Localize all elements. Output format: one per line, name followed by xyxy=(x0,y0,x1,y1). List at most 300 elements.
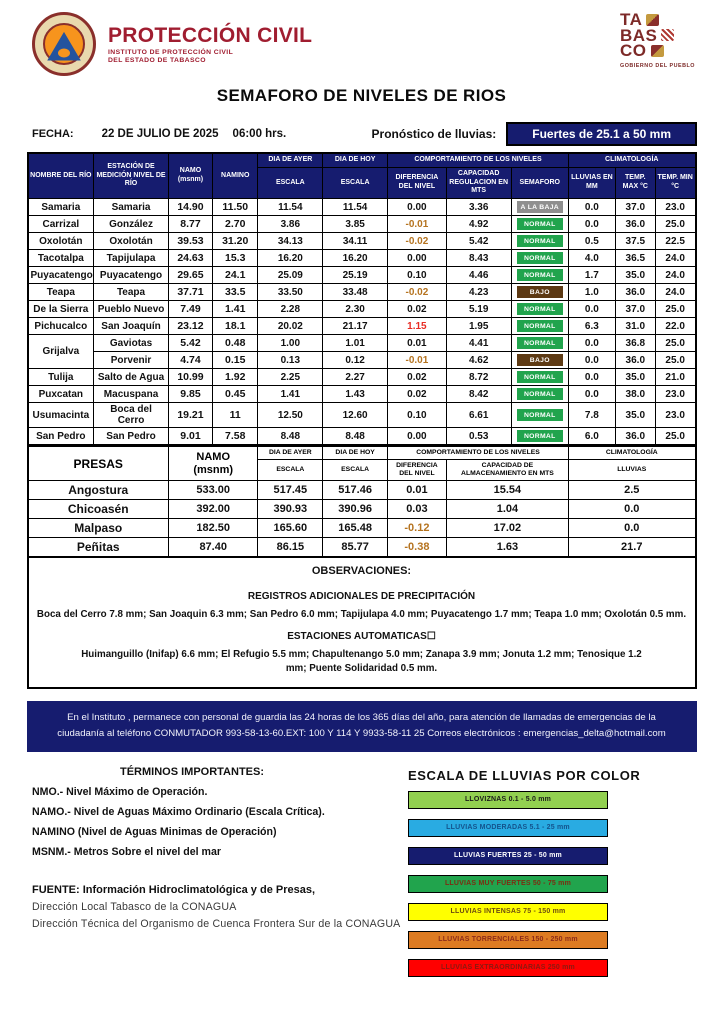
cell-capacidad: 6.61 xyxy=(446,403,511,428)
cell-river-name: San Pedro xyxy=(28,428,94,446)
col-header-semaforo: SEMAFORO xyxy=(511,167,568,198)
cell-station: San Pedro xyxy=(94,428,169,446)
col-header-diferencia: DIFERENCIA DEL NIVEL xyxy=(388,167,447,198)
cell-semaforo xyxy=(511,284,568,301)
river-row xyxy=(28,369,696,386)
cell-escala-hoy: 165.48 xyxy=(323,519,388,538)
col-header-presas-lluvias: LLUVIAS xyxy=(569,460,696,481)
tabasco-letters: TA xyxy=(620,10,643,29)
cell-semaforo xyxy=(511,386,568,403)
cell-namo: 7.49 xyxy=(168,301,212,318)
semaforo-status-badge: NORMAL xyxy=(517,320,563,332)
cell-escala-hoy: 21.17 xyxy=(323,318,388,335)
col-header-presas-hoy: DIA DE HOY xyxy=(323,447,388,460)
cell-semaforo xyxy=(511,216,568,233)
river-row xyxy=(28,284,696,301)
cell-diferencia: 0.00 xyxy=(388,199,447,216)
semaforo-status-badge: NORMAL xyxy=(517,218,563,230)
terms-title: TÉRMINOS IMPORTANTES: xyxy=(119,765,264,778)
term-item: NAMINO (Nivel de Aguas Minimas de Operación) xyxy=(32,825,277,838)
semaforo-status-badge: NORMAL xyxy=(517,409,563,421)
col-header-presas-climatologia: CLIMATOLOGÍA xyxy=(569,447,696,460)
cell-temp-min: 25.0 xyxy=(655,352,695,369)
cell-escala-hoy: 390.96 xyxy=(323,500,388,519)
col-header-capacidad: CAPACIDAD REGULACION EN MTS xyxy=(446,167,511,198)
cell-capacidad: 1.95 xyxy=(446,318,511,335)
rivers-header-row-1 xyxy=(28,153,696,167)
cell-diferencia: -0.12 xyxy=(388,519,447,538)
semaforo-status-badge: NORMAL xyxy=(517,235,563,247)
cell-river-name: Puyacatengo xyxy=(28,267,94,284)
cell-temp-min: 25.0 xyxy=(655,301,695,318)
cell-escala-ayer: 25.09 xyxy=(258,267,323,284)
cell-namino: 11.50 xyxy=(213,199,258,216)
cell-temp-max: 37.0 xyxy=(615,199,655,216)
cell-namo: 39.53 xyxy=(168,233,212,250)
semaforo-status-badge: NORMAL xyxy=(517,430,563,442)
cell-namo: 10.99 xyxy=(168,369,212,386)
cell-temp-max: 35.0 xyxy=(615,267,655,284)
cell-namino: 0.48 xyxy=(213,335,258,352)
cell-station: Tapijulapa xyxy=(94,250,169,267)
cell-escala-hoy: 33.48 xyxy=(323,284,388,301)
tabasco-logo xyxy=(620,12,701,69)
cell-namo: 29.65 xyxy=(168,267,212,284)
semaforo-status-badge: NORMAL xyxy=(517,252,563,264)
river-row xyxy=(28,250,696,267)
cell-diferencia: -0.01 xyxy=(388,216,447,233)
cell-escala-ayer: 1.00 xyxy=(258,335,323,352)
rain-scale-bar: LLUVIAS MODERADAS 5.1 - 25 mm xyxy=(408,819,608,837)
header xyxy=(0,8,723,76)
observaciones-subtitle-1: REGISTROS ADICIONALES DE PRECIPITACIÓN xyxy=(247,590,476,602)
cell-capacidad: 4.23 xyxy=(446,284,511,301)
cell-namino: 2.70 xyxy=(213,216,258,233)
cell-escala-ayer: 2.28 xyxy=(258,301,323,318)
cell-station: Teapa xyxy=(94,284,169,301)
brand-title: PROTECCIÓN CIVIL xyxy=(108,24,313,47)
cell-diferencia: 1.15 xyxy=(388,318,447,335)
cell-station: Puyacatengo xyxy=(94,267,169,284)
cell-temp-max: 38.0 xyxy=(615,386,655,403)
seal-emblem-icon xyxy=(58,49,70,58)
cell-namino: 18.1 xyxy=(213,318,258,335)
cell-temp-min: 24.0 xyxy=(655,267,695,284)
col-header-presas-namo: NAMO (msnm) xyxy=(168,447,258,481)
cell-escala-hoy: 1.01 xyxy=(323,335,388,352)
cell-lluvias: 0.0 xyxy=(569,301,616,318)
cell-namo: 182.50 xyxy=(168,519,258,538)
proteccion-civil-brand xyxy=(32,12,312,76)
cell-escala-ayer: 12.50 xyxy=(258,403,323,428)
cell-temp-min: 24.0 xyxy=(655,250,695,267)
river-row xyxy=(28,335,696,352)
tabasco-caption: GOBIERNO DEL PUEBLO xyxy=(620,62,695,69)
cell-escala-ayer: 8.48 xyxy=(258,428,323,446)
cell-station: Boca del Cerro xyxy=(94,403,169,428)
cell-diferencia: 0.10 xyxy=(388,403,447,428)
cell-escala-ayer: 3.86 xyxy=(258,216,323,233)
col-header-tmin: TEMP. MIN °C xyxy=(655,167,695,198)
brand-text xyxy=(108,24,312,64)
term-item: MSNM.- Metros Sobre el nivel del mar xyxy=(32,845,221,858)
cell-lluvias: 0.5 xyxy=(569,233,616,250)
cell-capacidad: 8.42 xyxy=(446,386,511,403)
rain-scale-bar: LLUVIAS INTENSAS 75 - 150 mm xyxy=(408,903,608,921)
dam-row xyxy=(28,538,696,557)
observaciones-subtitle-2: ESTACIONES AUTOMATICAS☐ xyxy=(287,630,436,642)
cell-capacidad: 5.42 xyxy=(446,233,511,250)
cell-semaforo xyxy=(511,403,568,428)
cell-station: Oxolotán xyxy=(94,233,169,250)
col-header-presas-capacidad: CAPACIDAD DE ALMACENAMIENTO EN MTS xyxy=(446,460,568,481)
cell-dam-name: Malpaso xyxy=(28,519,169,538)
page-title: SEMAFORO DE NIVELES DE RIOS xyxy=(216,86,507,105)
rain-scale-bar: LLOVIZNAS 0.1 - 5.0 mm xyxy=(408,791,608,809)
cell-escala-hoy: 1.43 xyxy=(323,386,388,403)
cell-escala-hoy: 11.54 xyxy=(323,199,388,216)
col-header-presas-escala-hoy: ESCALA xyxy=(323,460,388,481)
terms-list xyxy=(32,786,408,858)
col-header-presas-ayer: DIA DE AYER xyxy=(258,447,323,460)
rain-scale-bars xyxy=(408,791,688,977)
term-item: NAMO.- Nivel de Aguas Máximo Ordinario (Escala Crítica). xyxy=(32,805,325,818)
emergency-contact-band: En el Instituto , permanece con personal de guardia las 24 horas de los 365 días del año, para atención de llamadas de emergencias de la ciudadanía al teléfono CONMUTADOR 993-58-13-60.EXT: 100 Y 114 Y 9933-58-11 25 Correos electrónicos : emergencias_delta@hotmail.com xyxy=(27,701,697,752)
cell-temp-min: 22.0 xyxy=(655,318,695,335)
cell-lluvias: 0.0 xyxy=(569,352,616,369)
cell-namino: 11 xyxy=(213,403,258,428)
col-header-presas-diferencia: DIFERENCIA DEL NIVEL xyxy=(388,460,447,481)
cell-semaforo xyxy=(511,199,568,216)
cell-capacidad: 8.72 xyxy=(446,369,511,386)
cell-escala-ayer: 165.60 xyxy=(258,519,323,538)
cell-temp-max: 36.8 xyxy=(615,335,655,352)
col-header-lluvias: LLUVIAS EN MM xyxy=(569,167,616,198)
cell-namino: 7.58 xyxy=(213,428,258,446)
col-header-namo: NAMO (msnm) xyxy=(168,153,212,199)
cell-namo: 23.12 xyxy=(168,318,212,335)
cell-station: González xyxy=(94,216,169,233)
col-header-hoy: DIA DE HOY xyxy=(323,153,388,167)
cell-diferencia: 0.02 xyxy=(388,369,447,386)
col-header-escala-ayer: ESCALA xyxy=(258,167,323,198)
cell-river-name: Samaria xyxy=(28,199,94,216)
river-row xyxy=(28,403,696,428)
cell-temp-min: 25.0 xyxy=(655,335,695,352)
cell-namino: 31.20 xyxy=(213,233,258,250)
brand-subtitle-1: INSTITUTO DE PROTECCIÓN CIVIL xyxy=(108,49,234,56)
cell-temp-max: 36.5 xyxy=(615,250,655,267)
semaforo-status-badge: NORMAL xyxy=(517,303,563,315)
cell-semaforo xyxy=(511,318,568,335)
tabasco-letters: BAS xyxy=(620,25,658,45)
forecast-label: Pronóstico de lluvias: xyxy=(371,127,497,141)
cell-diferencia: 0.02 xyxy=(388,301,447,318)
date-row xyxy=(32,122,697,146)
cell-capacidad: 0.53 xyxy=(446,428,511,446)
cell-escala-hoy: 2.30 xyxy=(323,301,388,318)
cell-river-name: Oxolotán xyxy=(28,233,94,250)
rain-scale xyxy=(408,766,688,987)
cell-escala-hoy: 517.46 xyxy=(323,481,388,500)
cell-diferencia: 0.01 xyxy=(388,335,447,352)
cell-station: Samaria xyxy=(94,199,169,216)
cell-lluvias: 0.0 xyxy=(569,216,616,233)
semaforo-status-badge: BAJO xyxy=(517,286,563,298)
cell-namo: 8.77 xyxy=(168,216,212,233)
cell-escala-hoy: 16.20 xyxy=(323,250,388,267)
cell-diferencia: -0.02 xyxy=(388,233,447,250)
col-header-estacion: ESTACIÓN DE MEDICIÓN NIVEL DE RÍO xyxy=(94,153,169,199)
cell-namino: 33.5 xyxy=(213,284,258,301)
observaciones-line-2: Huimanguillo (Inifap) 6.6 mm; El Refugio 5.5 mm; Chapultenango 5.0 mm; Zanapa 3.9 mm; Jonuta 1.2 mm; Tenosique 1.2 mm; Puente Solidaridad 0.5 mm. xyxy=(81,648,642,675)
terms-and-source xyxy=(0,766,408,987)
cell-escala-ayer: 517.45 xyxy=(258,481,323,500)
cell-lluvias: 0.0 xyxy=(569,199,616,216)
cell-dam-name: Peñitas xyxy=(28,538,169,557)
cell-dam-name: Angostura xyxy=(28,481,169,500)
cell-temp-max: 36.0 xyxy=(615,284,655,301)
cell-capacidad: 4.62 xyxy=(446,352,511,369)
river-row xyxy=(28,199,696,216)
cell-namino: 1.41 xyxy=(213,301,258,318)
river-row xyxy=(28,318,696,335)
cell-river-name: Puxcatan xyxy=(28,386,94,403)
cell-namino: 15.3 xyxy=(213,250,258,267)
cell-temp-min: 23.0 xyxy=(655,403,695,428)
cell-namo: 4.74 xyxy=(168,352,212,369)
cell-namo: 19.21 xyxy=(168,403,212,428)
cell-dam-name: Chicoasén xyxy=(28,500,169,519)
cell-semaforo xyxy=(511,428,568,446)
source-block xyxy=(32,884,408,930)
rain-scale-bar: LLUVIAS EXTRAORDINARIAS 250 mm xyxy=(408,959,608,977)
cell-escala-ayer: 11.54 xyxy=(258,199,323,216)
tabasco-glyph-icon xyxy=(651,45,664,57)
rain-scale-title: ESCALA DE LLUVIAS POR COLOR xyxy=(408,767,641,783)
cell-escala-hoy: 3.85 xyxy=(323,216,388,233)
cell-diferencia: -0.38 xyxy=(388,538,447,557)
cell-escala-hoy: 34.11 xyxy=(323,233,388,250)
river-row xyxy=(28,352,696,369)
cell-lluvias: 0.0 xyxy=(569,500,696,519)
cell-lluvias: 0.0 xyxy=(569,369,616,386)
term-item: NMO.- Nivel Máximo de Operación. xyxy=(32,785,208,798)
cell-escala-ayer: 2.25 xyxy=(258,369,323,386)
cell-temp-min: 25.0 xyxy=(655,428,695,446)
source-title: FUENTE: Información Hidroclimatológica y de Presas, xyxy=(32,883,316,896)
cell-namino: 1.92 xyxy=(213,369,258,386)
cell-semaforo xyxy=(511,301,568,318)
semaforo-status-badge: NORMAL xyxy=(517,388,563,400)
cell-semaforo xyxy=(511,369,568,386)
cell-station: Porvenir xyxy=(94,352,169,369)
semaforo-status-badge: BAJO xyxy=(517,354,563,366)
cell-station: Pueblo Nuevo xyxy=(94,301,169,318)
cell-station: San Joaquín xyxy=(94,318,169,335)
cell-river-name: Carrizal xyxy=(28,216,94,233)
cell-temp-min: 21.0 xyxy=(655,369,695,386)
presas-header-row-1 xyxy=(28,447,696,460)
cell-diferencia: -0.01 xyxy=(388,352,447,369)
cell-temp-min: 22.5 xyxy=(655,233,695,250)
cell-river-name: Pichucalco xyxy=(28,318,94,335)
cell-station: Macuspana xyxy=(94,386,169,403)
cell-lluvias: 6.3 xyxy=(569,318,616,335)
cell-lluvias: 0.0 xyxy=(569,386,616,403)
cell-namo: 533.00 xyxy=(168,481,258,500)
cell-capacidad: 4.41 xyxy=(446,335,511,352)
cell-namo: 14.90 xyxy=(168,199,212,216)
cell-semaforo xyxy=(511,250,568,267)
cell-escala-ayer: 86.15 xyxy=(258,538,323,557)
fecha-label: FECHA: xyxy=(32,128,74,140)
cell-river-name: De la Sierra xyxy=(28,301,94,318)
rain-scale-bar: LLUVIAS TORRENCIALES 150 - 250 mm xyxy=(408,931,608,949)
dam-row xyxy=(28,500,696,519)
rain-scale-bar: LLUVIAS MUY FUERTES 50 - 75 mm xyxy=(408,875,608,893)
cell-temp-min: 23.0 xyxy=(655,199,695,216)
col-header-namino: NAMINO xyxy=(213,153,258,199)
cell-temp-max: 35.0 xyxy=(615,403,655,428)
col-header-climatologia: CLIMATOLOGÍA xyxy=(569,153,696,167)
river-row xyxy=(28,428,696,446)
cell-escala-hoy: 25.19 xyxy=(323,267,388,284)
col-header-escala-hoy: ESCALA xyxy=(323,167,388,198)
fecha-date: 22 DE JULIO DE 2025 xyxy=(101,128,219,140)
cell-lluvias: 7.8 xyxy=(569,403,616,428)
cell-lluvias: 1.0 xyxy=(569,284,616,301)
cell-temp-min: 25.0 xyxy=(655,216,695,233)
cell-capacidad: 1.63 xyxy=(446,538,568,557)
observaciones-line-1: Boca del Cerro 7.8 mm; San Joaquin 6.3 mm; San Pedro 6.0 mm; Tapijulapa 4.0 mm; Puyacatengo 1.7 mm; Teapa 1.0 mm; Oxolotán 0.5 mm. xyxy=(36,608,687,620)
river-row xyxy=(28,233,696,250)
dam-row xyxy=(28,519,696,538)
proteccion-civil-seal-icon xyxy=(32,12,96,76)
cell-namo: 392.00 xyxy=(168,500,258,519)
cell-capacidad: 4.46 xyxy=(446,267,511,284)
cell-lluvias: 6.0 xyxy=(569,428,616,446)
cell-namo: 24.63 xyxy=(168,250,212,267)
cell-temp-max: 36.0 xyxy=(615,428,655,446)
cell-temp-max: 36.0 xyxy=(615,216,655,233)
cell-namo: 87.40 xyxy=(168,538,258,557)
cell-namino: 24.1 xyxy=(213,267,258,284)
cell-semaforo xyxy=(511,335,568,352)
cell-namo: 37.71 xyxy=(168,284,212,301)
semaforo-status-badge: NORMAL xyxy=(517,371,563,383)
cell-escala-hoy: 8.48 xyxy=(323,428,388,446)
cell-semaforo xyxy=(511,233,568,250)
cell-temp-max: 31.0 xyxy=(615,318,655,335)
cell-escala-ayer: 34.13 xyxy=(258,233,323,250)
cell-escala-ayer: 390.93 xyxy=(258,500,323,519)
cell-river-name: Tulija xyxy=(28,369,94,386)
cell-semaforo xyxy=(511,267,568,284)
cell-lluvias: 1.7 xyxy=(569,267,616,284)
observaciones-box xyxy=(27,558,697,689)
col-header-presas-comportamiento: COMPORTAMIENTO DE LOS NIVELES xyxy=(388,447,569,460)
tabasco-letters: CO xyxy=(620,41,647,61)
brand-subtitle-2: DEL ESTADO DE TABASCO xyxy=(108,57,206,64)
cell-escala-hoy: 85.77 xyxy=(323,538,388,557)
river-row xyxy=(28,386,696,403)
cell-temp-max: 35.0 xyxy=(615,369,655,386)
cell-lluvias: 4.0 xyxy=(569,250,616,267)
col-header-ayer: DIA DE AYER xyxy=(258,153,323,167)
observaciones-title: OBSERVACIONES: xyxy=(311,564,412,577)
cell-lluvias: 21.7 xyxy=(569,538,696,557)
cell-escala-ayer: 16.20 xyxy=(258,250,323,267)
semaforo-status-badge: NORMAL xyxy=(517,269,563,281)
cell-escala-ayer: 1.41 xyxy=(258,386,323,403)
cell-diferencia: 0.00 xyxy=(388,250,447,267)
cell-escala-ayer: 33.50 xyxy=(258,284,323,301)
cell-namo: 9.85 xyxy=(168,386,212,403)
cell-diferencia: 0.10 xyxy=(388,267,447,284)
cell-capacidad: 1.04 xyxy=(446,500,568,519)
cell-temp-max: 36.0 xyxy=(615,352,655,369)
tabasco-logo-row xyxy=(620,43,695,59)
cell-capacidad: 5.19 xyxy=(446,301,511,318)
cell-namino: 0.45 xyxy=(213,386,258,403)
river-row xyxy=(28,301,696,318)
cell-station: Salto de Agua xyxy=(94,369,169,386)
cell-temp-max: 37.5 xyxy=(615,233,655,250)
cell-river-name: Grijalva xyxy=(28,335,94,369)
col-header-rio: NOMBRE DEL RÍO xyxy=(28,153,94,199)
cell-escala-ayer: 0.13 xyxy=(258,352,323,369)
semaforo-status-badge: NORMAL xyxy=(517,337,563,349)
forecast-value-badge: Fuertes de 25.1 a 50 mm xyxy=(506,122,697,146)
cell-river-name: Usumacinta xyxy=(28,403,94,428)
col-header-comportamiento: COMPORTAMIENTO DE LOS NIVELES xyxy=(388,153,569,167)
river-row xyxy=(28,267,696,284)
fecha-time: 06:00 hrs. xyxy=(232,128,287,140)
col-header-tmax: TEMP. MAX °C xyxy=(615,167,655,198)
cell-diferencia: 0.03 xyxy=(388,500,447,519)
river-row xyxy=(28,216,696,233)
cell-lluvias: 0.0 xyxy=(569,519,696,538)
tabasco-glyph-icon xyxy=(646,14,659,26)
cell-escala-hoy: 0.12 xyxy=(323,352,388,369)
cell-namo: 9.01 xyxy=(168,428,212,446)
cell-escala-hoy: 2.27 xyxy=(323,369,388,386)
cell-escala-ayer: 20.02 xyxy=(258,318,323,335)
cell-lluvias: 0.0 xyxy=(569,335,616,352)
cell-temp-min: 23.0 xyxy=(655,386,695,403)
presas-table xyxy=(27,446,697,558)
cell-escala-hoy: 12.60 xyxy=(323,403,388,428)
cell-diferencia: 0.01 xyxy=(388,481,447,500)
cell-semaforo xyxy=(511,352,568,369)
cell-diferencia: -0.02 xyxy=(388,284,447,301)
cell-river-name: Teapa xyxy=(28,284,94,301)
cell-capacidad: 17.02 xyxy=(446,519,568,538)
tabasco-glyph-icon xyxy=(661,29,674,41)
cell-temp-max: 37.0 xyxy=(615,301,655,318)
cell-diferencia: 0.00 xyxy=(388,428,447,446)
cell-lluvias: 2.5 xyxy=(569,481,696,500)
cell-diferencia: 0.02 xyxy=(388,386,447,403)
col-header-presas-escala-ayer: ESCALA xyxy=(258,460,323,481)
dam-row xyxy=(28,481,696,500)
col-header-presas: PRESAS xyxy=(28,447,169,481)
cell-station: Gaviotas xyxy=(94,335,169,352)
cell-capacidad: 4.92 xyxy=(446,216,511,233)
rain-scale-bar: LLUVIAS FUERTES 25 - 50 mm xyxy=(408,847,608,865)
source-line-1: Dirección Local Tabasco de la CONAGUA xyxy=(32,900,237,913)
